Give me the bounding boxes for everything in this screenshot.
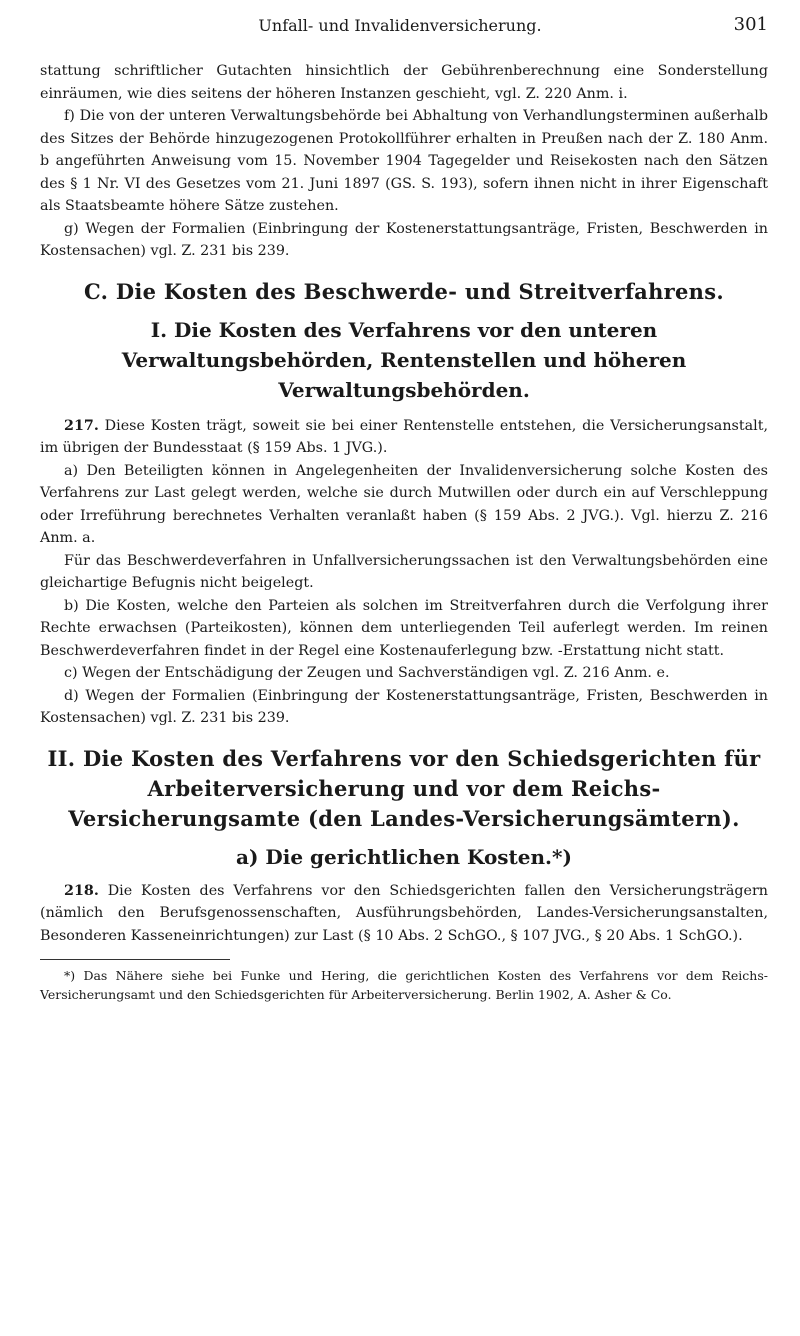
paragraph-217d: d) Wegen der Formalien (Einbringung der Kostenerstattungsanträge, Fristen, Beschwerden in Kostensachen) vgl. Z. 231 bis 239. [40,687,768,726]
page-number: 301 [733,14,768,35]
paragraph-217 [40,415,768,460]
paragraph-218-text: Die Kosten des Verfahrens vor den Schiedsgerichten fallen den Versicherungsträgern (nämlich den Berufsgenossenschaften, Ausführungsbehörden, Landes-Versicherungsanstalten, Besonderen Kasseneinrichtungen) zur Last (§ 10 Abs. 2 SchGO., § 107 JVG., § 20 Abs. 1 SchGO.). [40,882,769,944]
running-head [0,12,800,40]
paragraph-number-217: 217. [64,417,99,434]
paragraph-217-text: Diese Kosten trägt, soweit sie bei einer Rentenstelle entstehen, die Versicherungsanstalt, im übrigen der Bundesstaat (§ 159 Abs. 1 JVG.). [40,417,768,456]
paragraph-217b: b) Die Kosten, welche den Parteien als solchen im Streitverfahren durch die Verfolgung ihrer Rechte erwachsen (Parteikosten), können dem unterliegenden Teil auferlegt werden. Im reinen Beschwerdeverfahren findet in der Regel eine Kostenauferlegung bzw. -Erstattung nicht statt. [40,597,768,659]
subsection-heading-a: a) Die gerichtlichen Kosten.*) [236,844,572,869]
paragraph-g: g) Wegen der Formalien (Einbringung der Kostenerstattungsanträge, Fristen, Beschwerden in Kostensachen) vgl. Z. 231 bis 239. [40,220,768,259]
footnote-rule [40,959,230,960]
section-heading-c: C. Die Kosten des Beschwerde- und Streitverfahrens. [84,278,724,304]
paragraph-continuation: stattung schriftlicher Gutachten hinsichtlich der Gebührenberechnung eine Sonderstellung einräumen, wie dies seitens der höheren Instanzen geschieht, vgl. Z. 220 Anm. i. [40,63,768,102]
paragraph-f: f) Die von der unteren Verwaltungsbehörde bei Abhaltung von Verhandlungsterminen außerhalb des Sitzes der Behörde hinzugezogenen Protokollführer erhalten in Preußen nach der Z. 180 Anm. b angeführten Anweisung vom 15. November 1904 Tagegelder und Reisekosten nach den Sätzen des § 1 Nr. VI des Gesetzes vom 21. Juni 1897 (GS. S. 193), sofern ihnen nicht in ihrer Eigenschaft als Staatsbeamte höhere Sätze zustehen. [40,108,768,214]
paragraph-number-218: 218. [64,882,99,899]
page-body [40,60,768,1004]
subsection-heading-ii: II. Die Kosten des Verfahrens vor den Schiedsgerichten für Arbeiterversicherung und vor dem Reichs-Versicherungsamte (den Landes-Versicherungsämtern). [47,745,761,831]
paragraph-217a: a) Den Beteiligten können in Angelegenheiten der Invalidenversicherung solche Kosten des Verfahrens zur Last gelegt werden, welche sie durch Mutwillen oder durch ein auf Verschleppung oder Irreführung berechnetes Verhalten veranlaßt haben (§ 159 Abs. 2 JVG.). Vgl. hierzu Z. 216 Anm. a. [40,462,768,546]
paragraph-217a-continued: Für das Beschwerdeverfahren in Unfallversicherungssachen ist den Verwaltungsbehörden eine gleichartige Befugnis nicht beigelegt. [40,552,768,591]
paragraph-218 [40,880,768,948]
running-title: Unfall- und Invalidenversicherung. [258,16,542,35]
subsection-heading-i: I. Die Kosten des Verfahrens vor den unteren Verwaltungsbehörden, Rentenstellen und höheren Verwaltungsbehörden. [121,317,687,402]
paragraph-217c: c) Wegen der Entschädigung der Zeugen und Sachverständigen vgl. Z. 216 Anm. e. [64,665,670,681]
footnote-block [40,966,768,1004]
footnote: *) Das Nähere siehe bei Funke und Hering, die gerichtlichen Kosten des Verfahrens vor dem Reichs-Versicherungsamt und den Schiedsgerichten für Arbeiterversicherung. Berlin 1902, A. Asher & Co. [40,968,768,1002]
